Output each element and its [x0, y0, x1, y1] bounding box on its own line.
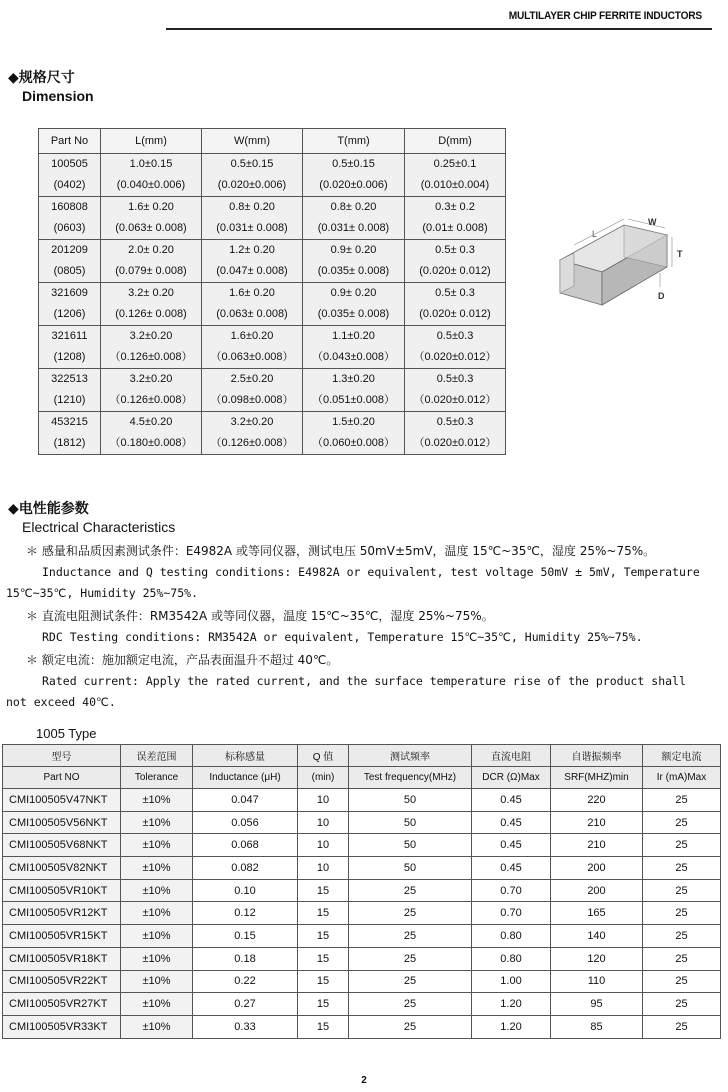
cell-srf: 120: [551, 947, 643, 970]
cell-rated-current: 25: [643, 902, 721, 925]
cell-srf: 200: [551, 879, 643, 902]
cell-part-no: CMI100505VR12KT: [3, 902, 121, 925]
document-header-title: MULTILAYER CHIP FERRITE INDUCTORS: [508, 10, 702, 22]
cell-dcr: 0.70: [472, 879, 551, 902]
table-row: [3, 789, 721, 812]
cell-test-frequency: 25: [349, 902, 472, 925]
dimension-cell-t: (0.031± 0.008): [303, 218, 405, 240]
cell-inductance: 0.056: [193, 811, 298, 834]
cell-dcr: 0.80: [472, 947, 551, 970]
cell-part-no: CMI100505VR10KT: [3, 879, 121, 902]
dimension-cell-part: (0805): [39, 261, 101, 283]
dimension-cell-t: 0.8± 0.20: [303, 197, 405, 219]
cell-q: 15: [298, 1015, 349, 1038]
header-en-6: SRF(MHZ)min: [551, 767, 643, 789]
dimension-cell-part: (1210): [39, 390, 101, 412]
table-row: [3, 970, 721, 993]
cell-inductance: 0.22: [193, 970, 298, 993]
dimension-cell-w: （0.063±0.008）: [202, 347, 303, 369]
dimension-cell-t: （0.051±0.008）: [303, 390, 405, 412]
cell-test-frequency: 25: [349, 993, 472, 1016]
cell-rated-current: 25: [643, 970, 721, 993]
header-en-3: (min): [298, 767, 349, 789]
cell-part-no: CMI100505VR33KT: [3, 1015, 121, 1038]
cell-rated-current: 25: [643, 834, 721, 857]
header-en-4: Test frequency(MHz): [349, 767, 472, 789]
cell-srf: 110: [551, 970, 643, 993]
dimension-cell-w: 1.2± 0.20: [202, 240, 303, 262]
dimension-cell-l: 2.0± 0.20: [101, 240, 202, 262]
table-row: [3, 1015, 721, 1038]
col-w: W(mm): [202, 129, 303, 154]
dimension-cell-t: （0.043±0.008）: [303, 347, 405, 369]
note-rated-en: Rated current: Apply the rated current, and the surface temperature rise of the product shall: [42, 674, 686, 688]
dimension-cell-part: (0402): [39, 175, 101, 197]
diagram-label-w: W: [648, 217, 657, 227]
cell-dcr: 0.45: [472, 857, 551, 880]
header-cn-0: 型号: [3, 745, 121, 767]
header-cn-3: Q 值: [298, 745, 349, 767]
header-en-5: DCR (Ω)Max: [472, 767, 551, 789]
cell-q: 15: [298, 902, 349, 925]
dimension-cell-l: (0.040±0.006): [101, 175, 202, 197]
dimension-cell-part: 322513: [39, 369, 101, 391]
dimension-cell-w: (0.047± 0.008): [202, 261, 303, 283]
dimension-cell-part: 321611: [39, 326, 101, 348]
cell-test-frequency: 50: [349, 789, 472, 812]
cell-tolerance: ±10%: [121, 811, 193, 834]
cell-inductance: 0.068: [193, 834, 298, 857]
dimension-cell-part: 201209: [39, 240, 101, 262]
header-en-0: Part NO: [3, 767, 121, 789]
cell-q: 15: [298, 947, 349, 970]
dimension-row: [39, 154, 506, 176]
header-rule: [166, 28, 712, 30]
cell-test-frequency: 25: [349, 947, 472, 970]
dimension-row: [39, 197, 506, 219]
dimension-row: [39, 283, 506, 305]
electrical-title-cn: ◆电性能参数: [8, 500, 89, 516]
dimension-cell-t: 0.9± 0.20: [303, 283, 405, 305]
dimension-title-en: Dimension: [22, 88, 94, 104]
dimension-cell-part: 100505: [39, 154, 101, 176]
dimension-cell-d: 0.5±0.3: [405, 369, 506, 391]
dimension-table-header: [39, 129, 506, 154]
diagram-label-t: T: [677, 249, 683, 259]
cell-inductance: 0.082: [193, 857, 298, 880]
dimension-cell-part: (1206): [39, 304, 101, 326]
cell-part-no: CMI100505VR22KT: [3, 970, 121, 993]
table-row: [3, 993, 721, 1016]
cell-q: 10: [298, 834, 349, 857]
cell-inductance: 0.33: [193, 1015, 298, 1038]
cell-rated-current: 25: [643, 1015, 721, 1038]
col-t: T(mm): [303, 129, 405, 154]
dimension-row: [39, 261, 506, 283]
header-cn-7: 额定电流: [643, 745, 721, 767]
dimension-cell-l: （0.126±0.008）: [101, 390, 202, 412]
dimension-cell-w: 1.6± 0.20: [202, 283, 303, 305]
dimension-cell-t: （0.060±0.008）: [303, 433, 405, 455]
table-row: [3, 947, 721, 970]
dimension-row: [39, 218, 506, 240]
cell-srf: 220: [551, 789, 643, 812]
dimension-cell-l: 3.2±0.20: [101, 326, 202, 348]
dimension-cell-d: (0.020± 0.012): [405, 261, 506, 283]
dimension-row: [39, 347, 506, 369]
dimension-cell-w: 1.6±0.20: [202, 326, 303, 348]
cell-test-frequency: 25: [349, 925, 472, 948]
dimension-cell-d: 0.5±0.3: [405, 412, 506, 434]
cell-q: 10: [298, 857, 349, 880]
electrical-header-en: [3, 767, 721, 789]
table-row: [3, 925, 721, 948]
dimension-title-cn: ◆规格尺寸: [8, 69, 75, 85]
cell-tolerance: ±10%: [121, 925, 193, 948]
diagram-label-l: L: [592, 229, 598, 239]
cell-tolerance: ±10%: [121, 1015, 193, 1038]
dimension-cell-w: 2.5±0.20: [202, 369, 303, 391]
col-l: L(mm): [101, 129, 202, 154]
electrical-header-cn: [3, 745, 721, 767]
note-rdc-cn: ＊ 直流电阻测试条件：RM3542A 或等同仪器，温度 15℃~35℃，湿度 25%~75%。: [26, 609, 494, 623]
dimension-row: [39, 412, 506, 434]
cell-dcr: 0.45: [472, 789, 551, 812]
dimension-row: [39, 326, 506, 348]
cell-srf: 210: [551, 834, 643, 857]
dimension-cell-d: 0.5±0.3: [405, 326, 506, 348]
note-inductance-cn: ＊ 感量和品质因素测试条件：E4982A 或等同仪器，测试电压 50mV±5mV，温度 15℃~35℃，湿度 25%~75%。: [26, 544, 656, 558]
dimension-cell-d: （0.020±0.012）: [405, 433, 506, 455]
cell-srf: 210: [551, 811, 643, 834]
cell-test-frequency: 50: [349, 857, 472, 880]
cell-inductance: 0.12: [193, 902, 298, 925]
cell-inductance: 0.15: [193, 925, 298, 948]
table-row: [3, 834, 721, 857]
dimension-cell-l: (0.079± 0.008): [101, 261, 202, 283]
dimension-cell-t: 0.9± 0.20: [303, 240, 405, 262]
cell-dcr: 0.70: [472, 902, 551, 925]
dimension-cell-d: 0.5± 0.3: [405, 283, 506, 305]
cell-q: 15: [298, 993, 349, 1016]
cell-part-no: CMI100505V68NKT: [3, 834, 121, 857]
dimension-cell-w: （0.126±0.008）: [202, 433, 303, 455]
header-cn-2: 标称感量: [193, 745, 298, 767]
dimension-cell-part: (1208): [39, 347, 101, 369]
note-rdc-en: RDC Testing conditions: RM3542A or equivalent, Temperature 15℃~35℃, Humidity 25%~75%.: [42, 630, 643, 644]
cell-tolerance: ±10%: [121, 789, 193, 812]
cell-test-frequency: 50: [349, 811, 472, 834]
table-row: [3, 902, 721, 925]
dimension-cell-w: 0.5±0.15: [202, 154, 303, 176]
header-cn-1: 误差范围: [121, 745, 193, 767]
table-row: [3, 811, 721, 834]
cell-tolerance: ±10%: [121, 857, 193, 880]
dimension-cell-w: (0.020±0.006): [202, 175, 303, 197]
dimension-cell-w: 0.8± 0.20: [202, 197, 303, 219]
dimension-cell-d: 0.25±0.1: [405, 154, 506, 176]
table-row: [3, 857, 721, 880]
cell-inductance: 0.10: [193, 879, 298, 902]
diagram-label-d: D: [658, 291, 665, 301]
dimension-cell-l: 1.6± 0.20: [101, 197, 202, 219]
cell-srf: 165: [551, 902, 643, 925]
dimension-cell-t: 0.5±0.15: [303, 154, 405, 176]
cell-rated-current: 25: [643, 925, 721, 948]
cell-dcr: 0.45: [472, 834, 551, 857]
dimension-cell-w: (0.063± 0.008): [202, 304, 303, 326]
dimension-row: [39, 175, 506, 197]
dimension-cell-d: （0.020±0.012）: [405, 347, 506, 369]
dimension-cell-l: （0.126±0.008）: [101, 347, 202, 369]
cell-q: 15: [298, 970, 349, 993]
cell-part-no: CMI100505VR27KT: [3, 993, 121, 1016]
cell-srf: 95: [551, 993, 643, 1016]
cell-rated-current: 25: [643, 947, 721, 970]
dimension-cell-t: 1.5±0.20: [303, 412, 405, 434]
cell-test-frequency: 25: [349, 879, 472, 902]
dimension-cell-part: (1812): [39, 433, 101, 455]
col-d: D(mm): [405, 129, 506, 154]
header-en-2: Inductance (μH): [193, 767, 298, 789]
col-part-no: Part No: [39, 129, 101, 154]
cell-inductance: 0.18: [193, 947, 298, 970]
cell-part-no: CMI100505VR18KT: [3, 947, 121, 970]
cell-rated-current: 25: [643, 879, 721, 902]
dimension-cell-d: 0.5± 0.3: [405, 240, 506, 262]
type-title: 1005 Type: [36, 726, 97, 741]
dimension-cell-t: 1.1±0.20: [303, 326, 405, 348]
dimension-row: [39, 433, 506, 455]
dimension-cell-part: 321609: [39, 283, 101, 305]
header-en-7: Ir (mA)Max: [643, 767, 721, 789]
cell-tolerance: ±10%: [121, 970, 193, 993]
note-inductance-en: Inductance and Q testing conditions: E4982A or equivalent, test voltage 50mV ± 5mV, Temperature: [42, 565, 700, 579]
note-inductance-en-cont: 15℃~35℃, Humidity 25%~75%.: [6, 586, 198, 600]
cell-q: 15: [298, 879, 349, 902]
cell-tolerance: ±10%: [121, 834, 193, 857]
chip-dimension-diagram: [552, 205, 692, 315]
note-rated-en-cont: not exceed 40℃.: [6, 695, 116, 709]
dimension-row: [39, 390, 506, 412]
cell-rated-current: 25: [643, 857, 721, 880]
dimension-cell-t: 1.3±0.20: [303, 369, 405, 391]
dimension-cell-l: 3.2± 0.20: [101, 283, 202, 305]
cell-srf: 140: [551, 925, 643, 948]
cell-srf: 85: [551, 1015, 643, 1038]
cell-dcr: 0.45: [472, 811, 551, 834]
dimension-cell-d: (0.010±0.004): [405, 175, 506, 197]
cell-dcr: 1.20: [472, 993, 551, 1016]
dimension-cell-part: 160808: [39, 197, 101, 219]
cell-test-frequency: 25: [349, 1015, 472, 1038]
electrical-table: [2, 744, 721, 1039]
dimension-cell-w: （0.098±0.008）: [202, 390, 303, 412]
dimension-cell-part: (0603): [39, 218, 101, 240]
cell-q: 10: [298, 811, 349, 834]
dimension-cell-t: (0.035± 0.008): [303, 304, 405, 326]
header-cn-5: 直流电阻: [472, 745, 551, 767]
cell-tolerance: ±10%: [121, 902, 193, 925]
header-en-1: Tolerance: [121, 767, 193, 789]
dimension-cell-w: 3.2±0.20: [202, 412, 303, 434]
cell-rated-current: 25: [643, 811, 721, 834]
cell-q: 10: [298, 789, 349, 812]
cell-dcr: 1.00: [472, 970, 551, 993]
dimension-cell-l: 3.2±0.20: [101, 369, 202, 391]
dimension-cell-l: （0.180±0.008）: [101, 433, 202, 455]
dimension-cell-part: 453215: [39, 412, 101, 434]
dimension-row: [39, 240, 506, 262]
cell-part-no: CMI100505V82NKT: [3, 857, 121, 880]
cell-dcr: 1.20: [472, 1015, 551, 1038]
cell-rated-current: 25: [643, 993, 721, 1016]
cell-test-frequency: 25: [349, 970, 472, 993]
dimension-cell-d: (0.01± 0.008): [405, 218, 506, 240]
table-row: [3, 879, 721, 902]
dimension-cell-l: (0.126± 0.008): [101, 304, 202, 326]
dimension-cell-w: (0.031± 0.008): [202, 218, 303, 240]
cell-test-frequency: 50: [349, 834, 472, 857]
dimension-cell-t: (0.020±0.006): [303, 175, 405, 197]
dimension-row: [39, 304, 506, 326]
dimension-cell-d: (0.020± 0.012): [405, 304, 506, 326]
header-cn-6: 自谐振频率: [551, 745, 643, 767]
note-rated-cn: ＊ 额定电流：施加额定电流，产品表面温升不超过 40℃。: [26, 653, 339, 667]
dimension-cell-l: 4.5±0.20: [101, 412, 202, 434]
cell-tolerance: ±10%: [121, 993, 193, 1016]
cell-part-no: CMI100505V47NKT: [3, 789, 121, 812]
cell-inductance: 0.047: [193, 789, 298, 812]
cell-part-no: CMI100505VR15KT: [3, 925, 121, 948]
dimension-row: [39, 369, 506, 391]
cell-tolerance: ±10%: [121, 879, 193, 902]
cell-srf: 200: [551, 857, 643, 880]
cell-tolerance: ±10%: [121, 947, 193, 970]
cell-q: 15: [298, 925, 349, 948]
dimension-table: [38, 128, 506, 455]
cell-dcr: 0.80: [472, 925, 551, 948]
dimension-cell-l: (0.063± 0.008): [101, 218, 202, 240]
dimension-cell-t: (0.035± 0.008): [303, 261, 405, 283]
cell-part-no: CMI100505V56NKT: [3, 811, 121, 834]
cell-inductance: 0.27: [193, 993, 298, 1016]
dimension-cell-d: 0.3± 0.2: [405, 197, 506, 219]
cell-rated-current: 25: [643, 789, 721, 812]
dimension-cell-d: （0.020±0.012）: [405, 390, 506, 412]
electrical-title-en: Electrical Characteristics: [22, 519, 176, 535]
dimension-cell-l: 1.0±0.15: [101, 154, 202, 176]
header-cn-4: 测试频率: [349, 745, 472, 767]
page-number: 2: [361, 1075, 367, 1086]
